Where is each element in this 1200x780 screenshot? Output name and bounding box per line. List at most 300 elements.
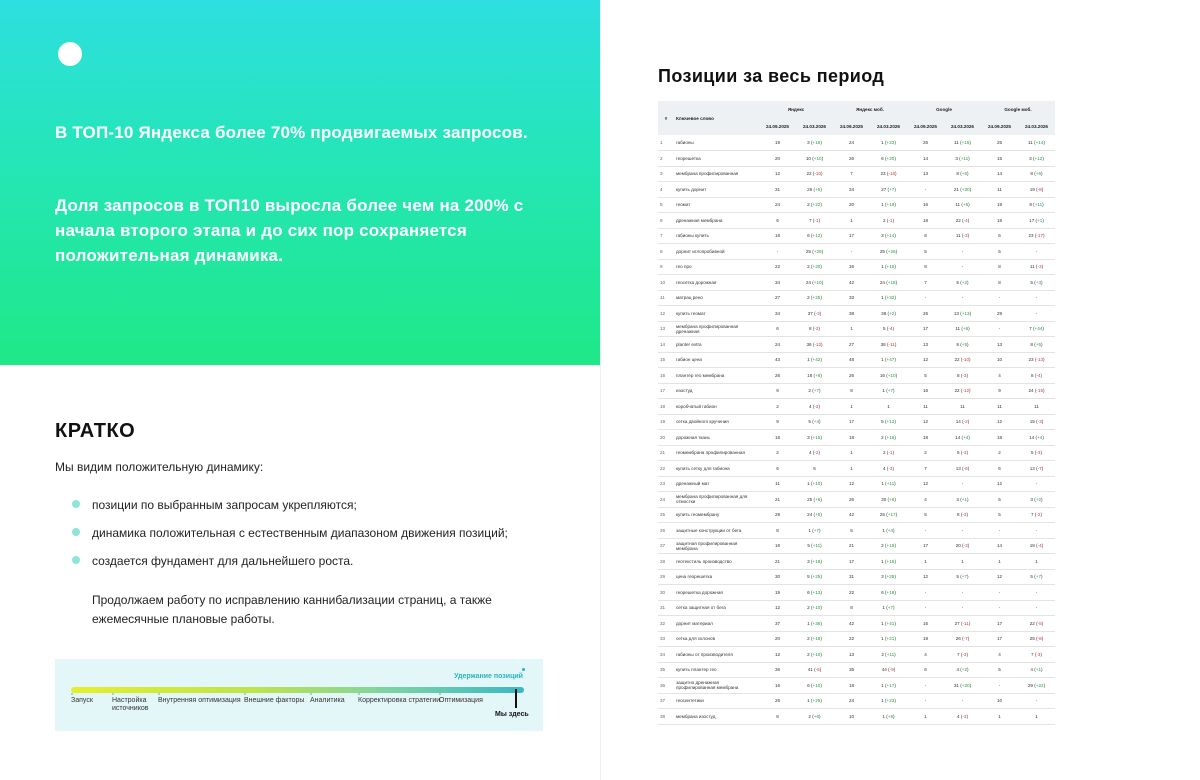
position-cell: 5: [833, 523, 870, 539]
row-number: 14: [658, 337, 674, 353]
position-cell: 8: [833, 383, 870, 399]
position-cell: 1 (+15): [870, 259, 907, 275]
keyword-cell: защитно дренажная профилированная мембрана: [674, 678, 759, 694]
position-cell: 7 (-3): [1018, 647, 1055, 663]
keyword-cell: геомат: [674, 197, 759, 213]
position-cell: 4 (-3): [870, 461, 907, 477]
position-cell: 5 (-3): [1018, 445, 1055, 461]
position-cell: 9: [759, 414, 796, 430]
row-number: 19: [658, 414, 674, 430]
position-cell: 2 (-1): [870, 445, 907, 461]
timeline: [55, 659, 543, 731]
position-cell: 22 (-5): [1018, 616, 1055, 632]
position-cell: 5: [981, 492, 1018, 508]
summary-bullets: [72, 497, 508, 581]
position-cell: -: [907, 523, 944, 539]
position-cell: 6 (+12): [796, 228, 833, 244]
position-cell: 3 (+1): [944, 492, 981, 508]
position-cell: -: [1018, 306, 1055, 322]
position-cell: -: [1018, 290, 1055, 306]
keyword-cell: гео про: [674, 259, 759, 275]
position-cell: 1 (+16): [870, 554, 907, 570]
keyword-cell: геосинтетики: [674, 693, 759, 709]
group-header: Яндекс моб.: [833, 101, 907, 117]
position-cell: 4 (-2): [796, 445, 833, 461]
row-number: 35: [658, 662, 674, 678]
position-cell: 29: [759, 507, 796, 523]
position-cell: 16 (+10): [870, 368, 907, 384]
position-cell: 26: [907, 306, 944, 322]
position-cell: 20: [759, 631, 796, 647]
table-row: [658, 445, 1055, 461]
group-header: Google моб.: [981, 101, 1055, 117]
position-cell: -: [944, 259, 981, 275]
position-cell: -: [944, 476, 981, 492]
position-cell: 2: [981, 445, 1018, 461]
position-cell: 18: [759, 430, 796, 446]
row-number: 29: [658, 569, 674, 585]
row-number: 4: [658, 182, 674, 198]
position-cell: 5 (+3): [1018, 275, 1055, 291]
keyword-cell: коробчатый габион: [674, 399, 759, 415]
table-row: [658, 197, 1055, 213]
position-cell: 8: [907, 259, 944, 275]
table-row: [658, 166, 1055, 182]
keyword-cell: купить плантер гео: [674, 662, 759, 678]
group-header: Яндекс: [759, 101, 833, 117]
position-cell: 5: [907, 244, 944, 260]
position-cell: 2 (-1): [870, 213, 907, 229]
position-cell: -: [907, 693, 944, 709]
position-cell: 27: [759, 290, 796, 306]
row-number: 16: [658, 368, 674, 384]
position-cell: 22 (-10): [944, 352, 981, 368]
position-cell: 22 (-10): [796, 166, 833, 182]
position-cell: 37: [759, 616, 796, 632]
position-cell: 2 (+18): [796, 631, 833, 647]
position-cell: 8 (+5): [944, 337, 981, 353]
position-cell: 16: [833, 259, 870, 275]
position-cell: 25: [981, 135, 1018, 151]
positions-table-wrap: [658, 101, 1055, 725]
position-cell: 19: [759, 135, 796, 151]
position-cell: 8 (-3): [944, 368, 981, 384]
position-cell: -: [981, 585, 1018, 601]
position-cell: 12: [907, 414, 944, 430]
position-cell: -: [907, 585, 944, 601]
position-cell: 5: [981, 507, 1018, 523]
position-cell: 1 (+9): [870, 709, 907, 725]
table-row: [658, 616, 1055, 632]
position-cell: 6: [981, 228, 1018, 244]
position-cell: 8: [907, 228, 944, 244]
circle-icon: [58, 42, 82, 66]
position-cell: 17: [907, 321, 944, 337]
position-cell: 23 (-13): [1018, 352, 1055, 368]
row-number: 12: [658, 306, 674, 322]
row-number: 33: [658, 631, 674, 647]
position-cell: 10 (+10): [796, 151, 833, 167]
keyword-cell: плантер гео мембрана: [674, 368, 759, 384]
position-cell: 16: [907, 383, 944, 399]
position-cell: 16: [907, 616, 944, 632]
bullet-item: создается фундамент для дальнейшего роста.: [72, 553, 508, 581]
position-cell: 1 (+11): [870, 476, 907, 492]
table-row: [658, 662, 1055, 678]
row-number: 3: [658, 166, 674, 182]
position-cell: 8 (+5): [1018, 337, 1055, 353]
table-row: [658, 151, 1055, 167]
timeline-stage: Внешние факторы: [244, 697, 305, 704]
position-cell: 35: [833, 662, 870, 678]
position-cell: 8: [759, 523, 796, 539]
position-cell: 12: [981, 569, 1018, 585]
position-cell: 12: [907, 569, 944, 585]
table-row: [658, 600, 1055, 616]
timeline-marker: [515, 689, 517, 708]
date-header: 24.03.2026: [1018, 117, 1055, 135]
position-cell: 8: [833, 600, 870, 616]
group-header: Google: [907, 101, 981, 117]
timeline-stage: Оптимизация: [439, 697, 483, 704]
row-number: 38: [658, 709, 674, 725]
row-number: 20: [658, 430, 674, 446]
position-cell: 5: [981, 244, 1018, 260]
position-cell: 2 (+10): [796, 600, 833, 616]
position-cell: 2 (+11): [870, 647, 907, 663]
position-cell: 1 (+7): [870, 383, 907, 399]
position-cell: 5: [981, 662, 1018, 678]
table-row: [658, 693, 1055, 709]
row-number: 37: [658, 693, 674, 709]
row-number: 17: [658, 383, 674, 399]
position-cell: 11: [981, 399, 1018, 415]
position-cell: -: [944, 244, 981, 260]
position-cell: 6: [759, 461, 796, 477]
hero-subheadline: Доля запросов в ТОП10 выросла более чем на 200% с начала второго этапа и до сих пор сохраняется положительная динамика.: [55, 196, 524, 265]
position-cell: 24: [759, 337, 796, 353]
table-row: [658, 228, 1055, 244]
position-cell: 6: [796, 461, 833, 477]
position-cell: 8 (+11): [1018, 197, 1055, 213]
table-row: [658, 678, 1055, 694]
keyword-cell: габионы: [674, 135, 759, 151]
position-cell: 2 (+16): [870, 430, 907, 446]
position-cell: 4 (+2): [944, 662, 981, 678]
position-cell: 23 (-17): [1018, 228, 1055, 244]
row-number: 5: [658, 197, 674, 213]
position-cell: -: [981, 523, 1018, 539]
position-cell: 48: [833, 352, 870, 368]
position-cell: 21: [833, 538, 870, 554]
col-num-header: #: [658, 101, 674, 135]
position-cell: 22: [833, 631, 870, 647]
position-cell: 16: [759, 538, 796, 554]
keyword-cell: матрац рено: [674, 290, 759, 306]
position-cell: 25 (+6): [796, 492, 833, 508]
position-cell: 26 (-7): [944, 631, 981, 647]
keyword-cell: дорнит материал: [674, 616, 759, 632]
position-cell: -: [1018, 476, 1055, 492]
keyword-cell: купить геомат: [674, 306, 759, 322]
position-cell: 6 (+20): [870, 151, 907, 167]
position-cell: 26: [833, 492, 870, 508]
position-cell: -: [944, 600, 981, 616]
position-cell: 4: [907, 647, 944, 663]
position-cell: 11 (+6): [944, 321, 981, 337]
position-cell: 4: [981, 647, 1018, 663]
table-row: [658, 306, 1055, 322]
position-cell: 12: [907, 476, 944, 492]
position-cell: 7 (-1): [796, 213, 833, 229]
position-cell: 1: [907, 554, 944, 570]
table-row: [658, 244, 1055, 260]
right-panel: [600, 0, 1200, 780]
row-number: 2: [658, 151, 674, 167]
date-header: 24.03.2026: [870, 117, 907, 135]
position-cell: 6: [759, 321, 796, 337]
position-cell: 42: [833, 616, 870, 632]
position-cell: 2 (+25): [796, 290, 833, 306]
keyword-cell: купить геомембрану: [674, 507, 759, 523]
position-cell: 20 (-3): [944, 538, 981, 554]
table-row: [658, 259, 1055, 275]
timeline-hold-label: Удержание позиций: [454, 673, 523, 680]
keyword-cell: дренажный мат: [674, 476, 759, 492]
position-cell: 7: [907, 461, 944, 477]
table-row: [658, 352, 1055, 368]
position-cell: 14: [907, 151, 944, 167]
position-cell: 6 (+10): [796, 678, 833, 694]
position-cell: 26 (+5): [796, 182, 833, 198]
position-cell: 24: [833, 693, 870, 709]
position-cell: -: [759, 244, 796, 260]
position-cell: 1: [907, 709, 944, 725]
table-row: [658, 275, 1055, 291]
row-number: 32: [658, 616, 674, 632]
position-cell: 24: [833, 135, 870, 151]
position-cell: 16: [907, 197, 944, 213]
row-number: 27: [658, 538, 674, 554]
position-cell: 24 (+18): [870, 275, 907, 291]
position-cell: 4 (-3): [944, 709, 981, 725]
position-cell: 12: [981, 414, 1018, 430]
position-cell: 30 (+6): [870, 492, 907, 508]
table-row: [658, 399, 1055, 415]
position-cell: 29: [981, 306, 1018, 322]
position-cell: 1 (+7): [796, 523, 833, 539]
position-cell: 1: [833, 213, 870, 229]
position-cell: 11 (-3): [944, 228, 981, 244]
timeline-progress-bar: [71, 687, 524, 693]
keyword-cell: геосетка дорожная: [674, 275, 759, 291]
position-cell: 18: [907, 213, 944, 229]
summary-intro: Мы видим положительную динамику:: [55, 460, 264, 474]
position-cell: 2: [759, 399, 796, 415]
position-cell: 2: [759, 445, 796, 461]
position-cell: 18 (+8): [796, 368, 833, 384]
position-cell: 8: [981, 259, 1018, 275]
position-cell: 36: [759, 662, 796, 678]
positions-title: Позиции за весь период: [658, 66, 885, 86]
keyword-cell: мембрана профилированная дренажная: [674, 321, 759, 337]
date-header: 24.09.2025: [907, 117, 944, 135]
position-cell: 5 (-4): [870, 321, 907, 337]
table-row: [658, 383, 1055, 399]
keyword-cell: сетка для склонов: [674, 631, 759, 647]
position-cell: 18: [907, 430, 944, 446]
keyword-cell: георешетка дорожная: [674, 585, 759, 601]
position-cell: -: [1018, 585, 1055, 601]
row-number: 6: [658, 213, 674, 229]
position-cell: 24 (+10): [796, 275, 833, 291]
position-cell: 24: [759, 197, 796, 213]
table-row: [658, 569, 1055, 585]
timeline-here-label: Мы здесь: [495, 711, 529, 718]
table-row: [658, 647, 1055, 663]
position-cell: 5 (+2): [944, 275, 981, 291]
position-cell: 16: [759, 678, 796, 694]
table-row: [658, 523, 1055, 539]
position-cell: 12: [759, 166, 796, 182]
position-cell: 10: [981, 693, 1018, 709]
table-row: [658, 709, 1055, 725]
position-cell: -: [1018, 693, 1055, 709]
position-cell: 11: [981, 182, 1018, 198]
position-cell: 17: [833, 228, 870, 244]
position-cell: 18: [833, 678, 870, 694]
position-cell: 1 (+23): [870, 135, 907, 151]
position-cell: 11: [1018, 399, 1055, 415]
position-cell: 1: [833, 399, 870, 415]
position-cell: 18: [833, 430, 870, 446]
position-cell: -: [1018, 244, 1055, 260]
position-cell: 4: [907, 492, 944, 508]
position-cell: 1 (+7): [870, 600, 907, 616]
position-cell: 12: [759, 647, 796, 663]
position-cell: -: [981, 678, 1018, 694]
position-cell: 27 (+7): [870, 182, 907, 198]
position-cell: 13: [907, 166, 944, 182]
table-row: [658, 461, 1055, 477]
position-cell: 30: [759, 569, 796, 585]
table-row: [658, 321, 1055, 337]
position-cell: 19: [907, 631, 944, 647]
keyword-cell: геомембрана профилированная: [674, 445, 759, 461]
position-cell: 11 (+14): [1018, 135, 1055, 151]
position-cell: -: [944, 290, 981, 306]
position-cell: 3 (+15): [796, 430, 833, 446]
position-cell: 2 (+20): [796, 259, 833, 275]
position-cell: 6: [981, 461, 1018, 477]
position-cell: 34: [833, 182, 870, 198]
col-keyword-header: Ключевое слово: [674, 101, 759, 135]
position-cell: 42: [833, 507, 870, 523]
position-cell: 31: [759, 182, 796, 198]
keyword-cell: георешетка: [674, 151, 759, 167]
keyword-cell: planter extra: [674, 337, 759, 353]
position-cell: -: [981, 321, 1018, 337]
position-cell: 19: [759, 585, 796, 601]
position-cell: 1: [1018, 709, 1055, 725]
position-cell: 41 (-5): [796, 662, 833, 678]
position-cell: 43: [759, 352, 796, 368]
keyword-cell: защитные конструкции от бега: [674, 523, 759, 539]
position-cell: 1: [833, 445, 870, 461]
keyword-cell: дренажная мембрана: [674, 213, 759, 229]
position-cell: 12: [833, 476, 870, 492]
position-cell: 11: [759, 476, 796, 492]
position-cell: 9: [759, 383, 796, 399]
position-cell: 10: [833, 709, 870, 725]
position-cell: 19: [981, 197, 1018, 213]
row-number: 15: [658, 352, 674, 368]
position-cell: 15: [981, 151, 1018, 167]
table-row: [658, 631, 1055, 647]
position-cell: 12: [981, 476, 1018, 492]
position-cell: 14 (-2): [944, 414, 981, 430]
position-cell: -: [907, 182, 944, 198]
position-cell: 1: [833, 321, 870, 337]
keyword-cell: сетка двойного кручения: [674, 414, 759, 430]
date-header: 24.09.2025: [981, 117, 1018, 135]
position-cell: -: [981, 290, 1018, 306]
position-cell: 1 (+25): [796, 693, 833, 709]
position-cell: 18: [981, 213, 1018, 229]
position-cell: 11 (+5): [944, 197, 981, 213]
table-row: [658, 135, 1055, 151]
keyword-cell: мембрана профилированная: [674, 166, 759, 182]
position-cell: 27: [833, 337, 870, 353]
row-number: 11: [658, 290, 674, 306]
position-cell: 13 (+13): [944, 306, 981, 322]
position-cell: 17: [981, 631, 1018, 647]
position-cell: 22 (-12): [944, 383, 981, 399]
position-cell: 1: [944, 554, 981, 570]
position-cell: 13 (-7): [1018, 461, 1055, 477]
keyword-cell: габионы купить: [674, 228, 759, 244]
position-cell: 22: [759, 259, 796, 275]
position-cell: 18 (-4): [1018, 538, 1055, 554]
position-cell: 6 (+16): [870, 585, 907, 601]
row-number: 31: [658, 600, 674, 616]
position-cell: 11 (+15): [944, 135, 981, 151]
position-cell: 26: [833, 368, 870, 384]
position-cell: 26: [833, 151, 870, 167]
position-cell: 2 (+10): [796, 647, 833, 663]
row-number: 28: [658, 554, 674, 570]
position-cell: 2 (+19): [870, 538, 907, 554]
keyword-cell: геотекстиль производство: [674, 554, 759, 570]
keyword-cell: сетка защитная от бега: [674, 600, 759, 616]
position-cell: 5 (+4): [796, 414, 833, 430]
position-cell: 17: [981, 616, 1018, 632]
row-number: 24: [658, 492, 674, 508]
position-cell: 1 (+17): [870, 678, 907, 694]
position-cell: 1: [981, 709, 1018, 725]
row-number: 9: [658, 259, 674, 275]
position-cell: 1: [1018, 554, 1055, 570]
position-cell: 21: [759, 492, 796, 508]
position-cell: 6 (+13): [796, 585, 833, 601]
position-cell: 26: [907, 135, 944, 151]
position-cell: 1 (+4): [870, 523, 907, 539]
position-cell: 1 (+32): [870, 290, 907, 306]
position-cell: 13 (-6): [944, 461, 981, 477]
keyword-cell: мембрана профилированная для отмостки: [674, 492, 759, 508]
position-cell: -: [944, 693, 981, 709]
position-cell: 7: [907, 275, 944, 291]
